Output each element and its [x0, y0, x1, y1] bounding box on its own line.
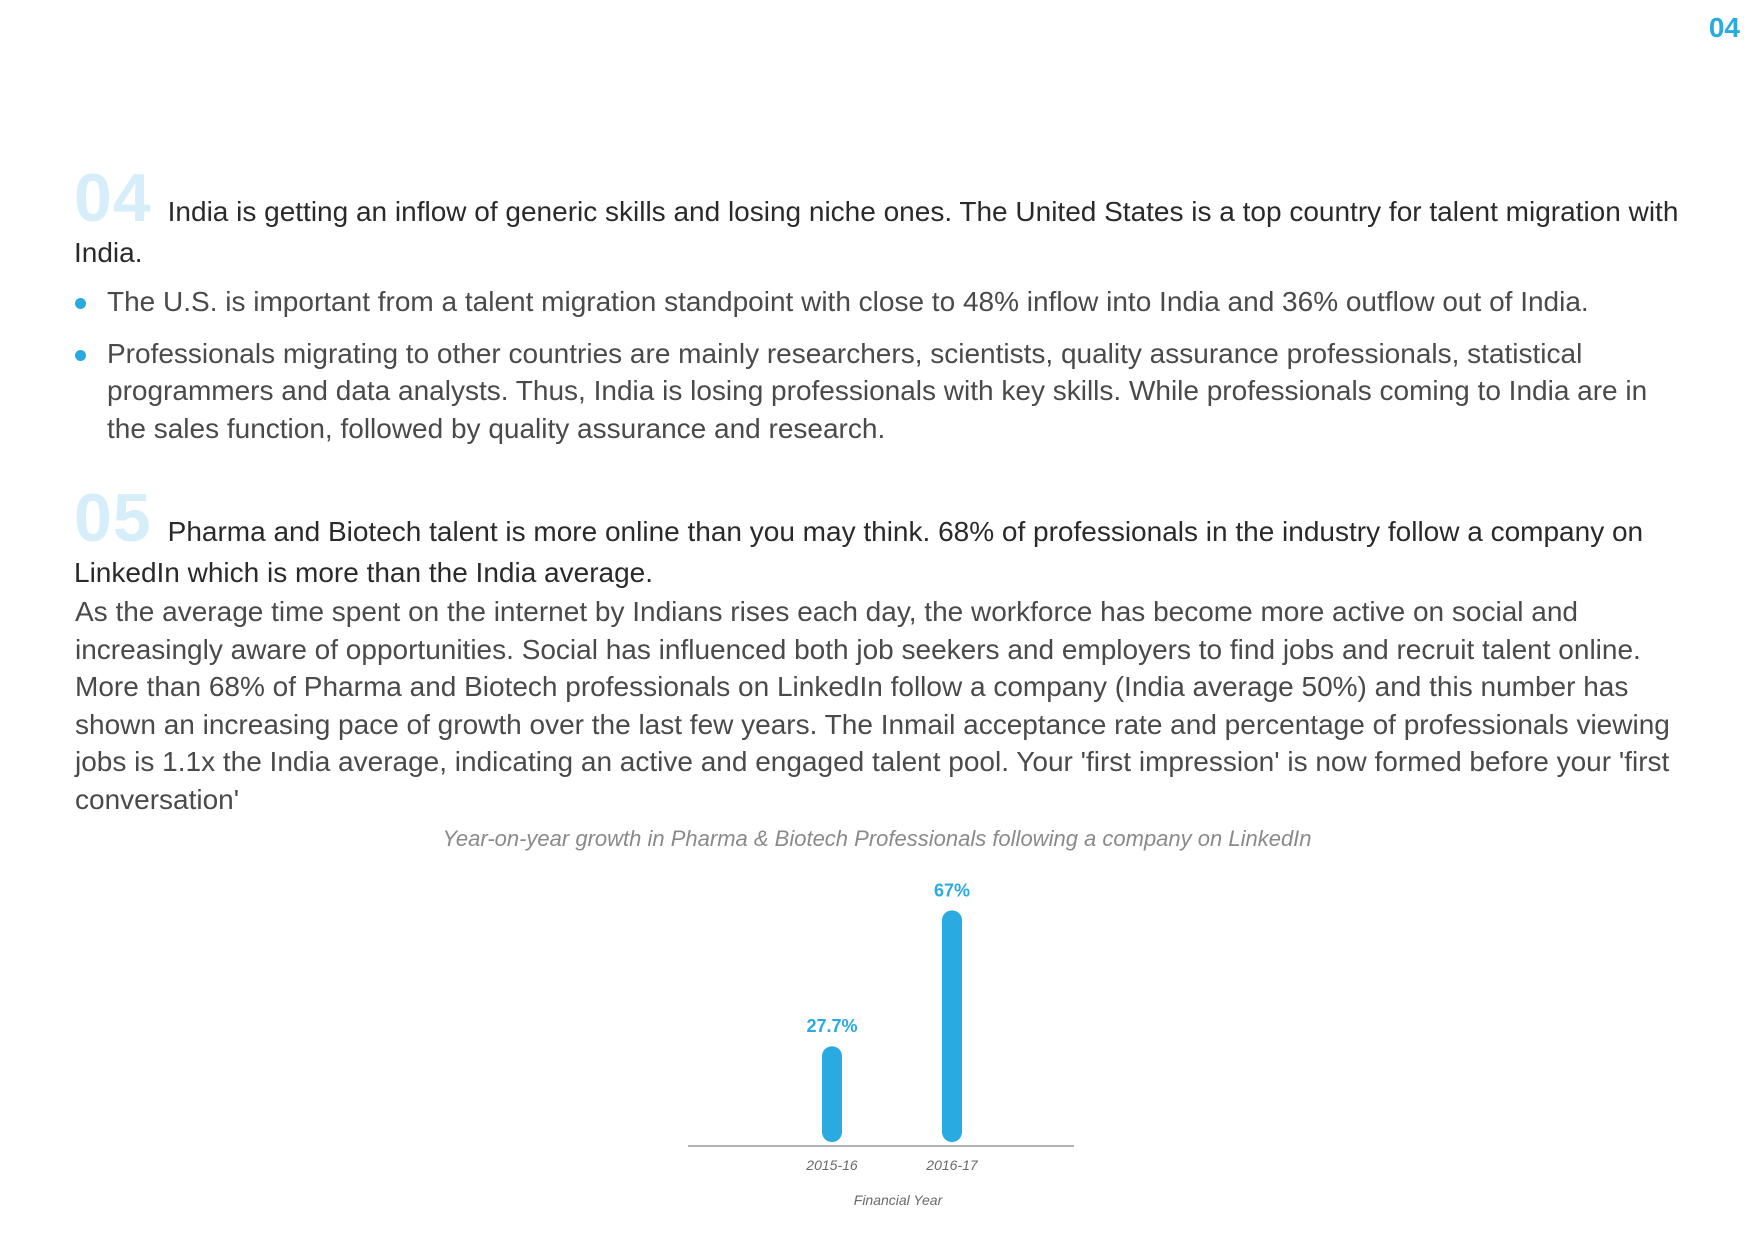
- data-label: 27.7%: [806, 1016, 858, 1037]
- bullet-text: The U.S. is important from a talent migration standpoint with close to 48% inflow into India and 36% outflow out of India.: [107, 286, 1589, 317]
- section-05-number: 05: [74, 480, 152, 556]
- section-05-paragraph: As the average time spent on the internet by Indians rises each day, the workforce has become more active on social and increasingly aware of opportunities. Social has influenced both job seekers and employers to find jobs and recruit talent online. More than 68% of Pharma and Biotech professionals on LinkedIn follow a company (India average 50%) and this number has shown an increasing pace of growth over the last few years. The Inmail acceptance rate and percentage of professionals viewing jobs is 1.1x the India average, indicating an active and engaged talent pool. Your 'first impression' is now formed before your 'first conversation': [75, 596, 1670, 815]
- section-04-number: 04: [74, 160, 152, 236]
- x-tick-label: 2015-16: [806, 1157, 858, 1173]
- bullet-text: Professionals migrating to other countries are mainly researchers, scientists, quality assurance professionals, statistical programmers and data analysts. Thus, India is losing professionals with key skills. While professionals coming to India are in the sales function, followed by quality assurance and research.: [107, 337, 1648, 444]
- x-axis-label: Financial Year: [853, 1192, 943, 1208]
- chart-title: Year-on-year growth in Pharma & Biotech Professionals following a company on LinkedIn: [442, 826, 1312, 851]
- x-tick-label: 2016-17: [926, 1157, 978, 1173]
- bar-2016-17: [942, 910, 962, 1142]
- section-04-heading-text: India is getting an inflow of generic skills and losing niche ones. The United States is a top country for talent migration with India.: [74, 196, 1679, 268]
- bar-2015-16: [822, 1046, 842, 1142]
- data-label: 67%: [933, 880, 971, 901]
- page-number: 04: [1708, 12, 1740, 43]
- section-05-heading-text: Pharma and Biotech talent is more online than you may think. 68% of professionals in the industry follow a company on LinkedIn which is more than the India average.: [74, 516, 1644, 588]
